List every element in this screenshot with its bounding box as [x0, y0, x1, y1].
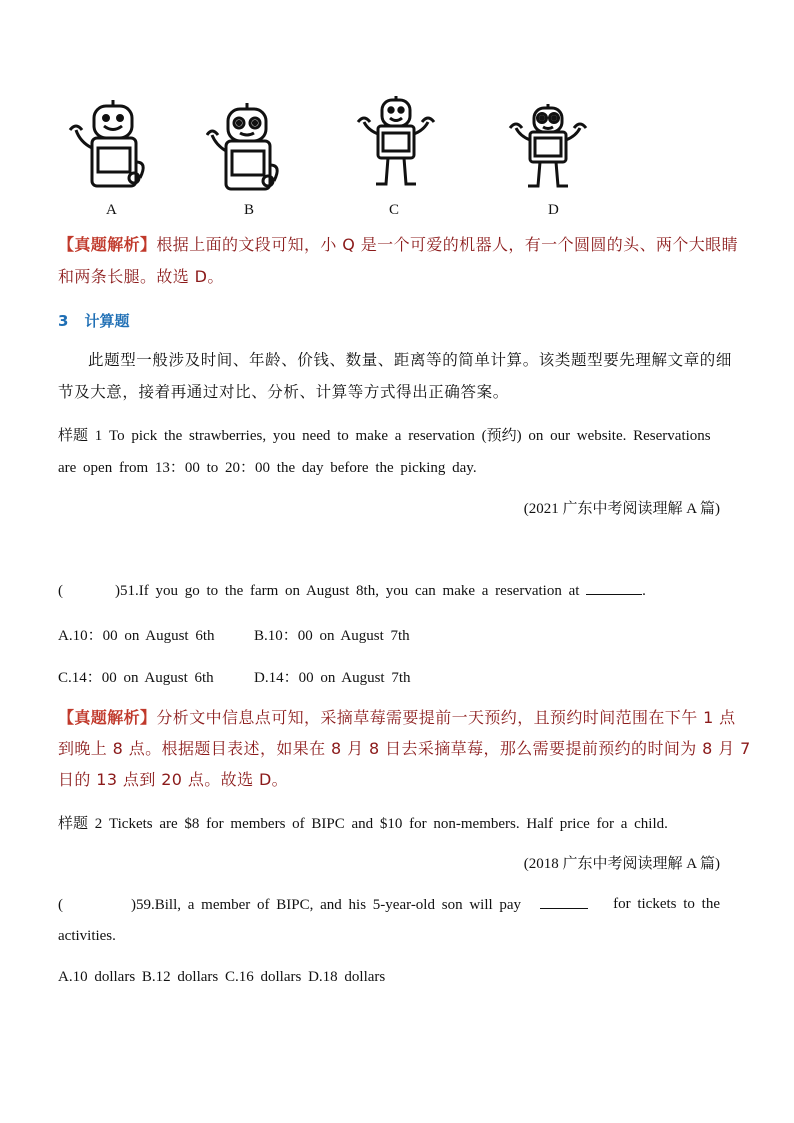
sample-1-line-1: 样题 1 To pick the strawberries, you need to make a reservation (预约) on our website. Reservations [58, 428, 711, 444]
analysis-2-text-1: 分析文中信息点可知，采摘草莓需要提前一天预约，且预约时间范围在下午 1 点 [156, 708, 736, 727]
sample-2-passage: 样题 2 Tickets are $8 for members of BIPC and $10 for non-members. Half price for a child. [58, 816, 668, 832]
analysis-2-line-1 [58, 703, 751, 733]
question-59-line-2: activities. [58, 928, 116, 944]
robot-b-image [206, 103, 288, 195]
option-label-a: A [106, 202, 117, 218]
answer-blank-59[interactable] [540, 896, 588, 909]
option-label-c: C [389, 202, 400, 218]
robot-d-image [508, 104, 588, 192]
section-number: 3 [58, 312, 69, 330]
analysis-2 [58, 703, 751, 795]
question-51-end: . [642, 583, 646, 599]
option-label-b: B [244, 202, 255, 218]
sample-2-source: (2018 广东中考阅读理解 A 篇) [523, 856, 720, 872]
analysis-tag-2: 【真题解析】 [58, 708, 157, 727]
option-51-c[interactable]: C.14：00 on August 6th [58, 670, 214, 686]
option-51-d[interactable]: D.14：00 on August 7th [254, 670, 411, 686]
option-label-d: D [548, 202, 559, 218]
question-51 [58, 582, 646, 600]
answer-blank-51[interactable] [586, 582, 642, 595]
question-51-options-row-2 [58, 666, 411, 687]
option-51-b[interactable]: B.10：00 on August 7th [254, 628, 410, 644]
section-heading [58, 310, 129, 331]
analysis-2-line-3: 日的 13 点到 20 点。故选 D。 [58, 770, 289, 789]
analysis-1-text-1: 根据上面的文段可知，小 Q 是一个可爱的机器人，有一个圆圆的头、两个大眼睛 [156, 235, 738, 254]
intro-line-1: 此题型一般涉及时间、年龄、价钱、数量、距离等的简单计算。该类题型要先理解文章的细 [88, 351, 733, 369]
analysis-1-line-1 [58, 230, 738, 260]
question-51-text: )51.If you go to the farm on August 8th, you can make a reservation at [115, 583, 580, 599]
question-59-open-paren: ( [58, 897, 63, 913]
question-59-options[interactable]: A.10 dollars B.12 dollars C.16 dollars D.18 dollars [58, 969, 386, 985]
analysis-1-line-2: 和两条长腿。故选 D。 [58, 267, 224, 286]
analysis-2-line-2: 到晚上 8 点。根据题目表述，如果在 8 月 8 日去采摘草莓，那么需要提前预约的时间为 8 月 7 [58, 739, 751, 758]
sample-1-passage [58, 420, 711, 484]
question-51-open-paren: ( [58, 583, 63, 599]
analysis-tag: 【真题解析】 [58, 235, 157, 254]
sample-1-source: (2021 广东中考阅读理解 A 篇) [523, 501, 720, 517]
question-59-text: )59.Bill, a member of BIPC, and his 5-year-old son will pay [131, 897, 522, 913]
question-59 [58, 896, 720, 914]
intro-line-2: 节及大意，接着再通过对比、分析、计算等方式得出正确答案。 [58, 383, 509, 401]
section-title: 计算题 [84, 312, 130, 330]
robot-c-image [354, 96, 438, 192]
option-51-a[interactable]: A.10：00 on August 6th [58, 628, 215, 644]
analysis-1 [58, 230, 738, 292]
question-51-options-row-1 [58, 624, 410, 645]
intro-paragraph [58, 345, 732, 407]
question-59-tail: for tickets to the [613, 896, 720, 912]
robot-a-image [68, 100, 158, 195]
sample-1-line-2: are open from 13：00 to 20：00 the day before the picking day. [58, 460, 477, 476]
